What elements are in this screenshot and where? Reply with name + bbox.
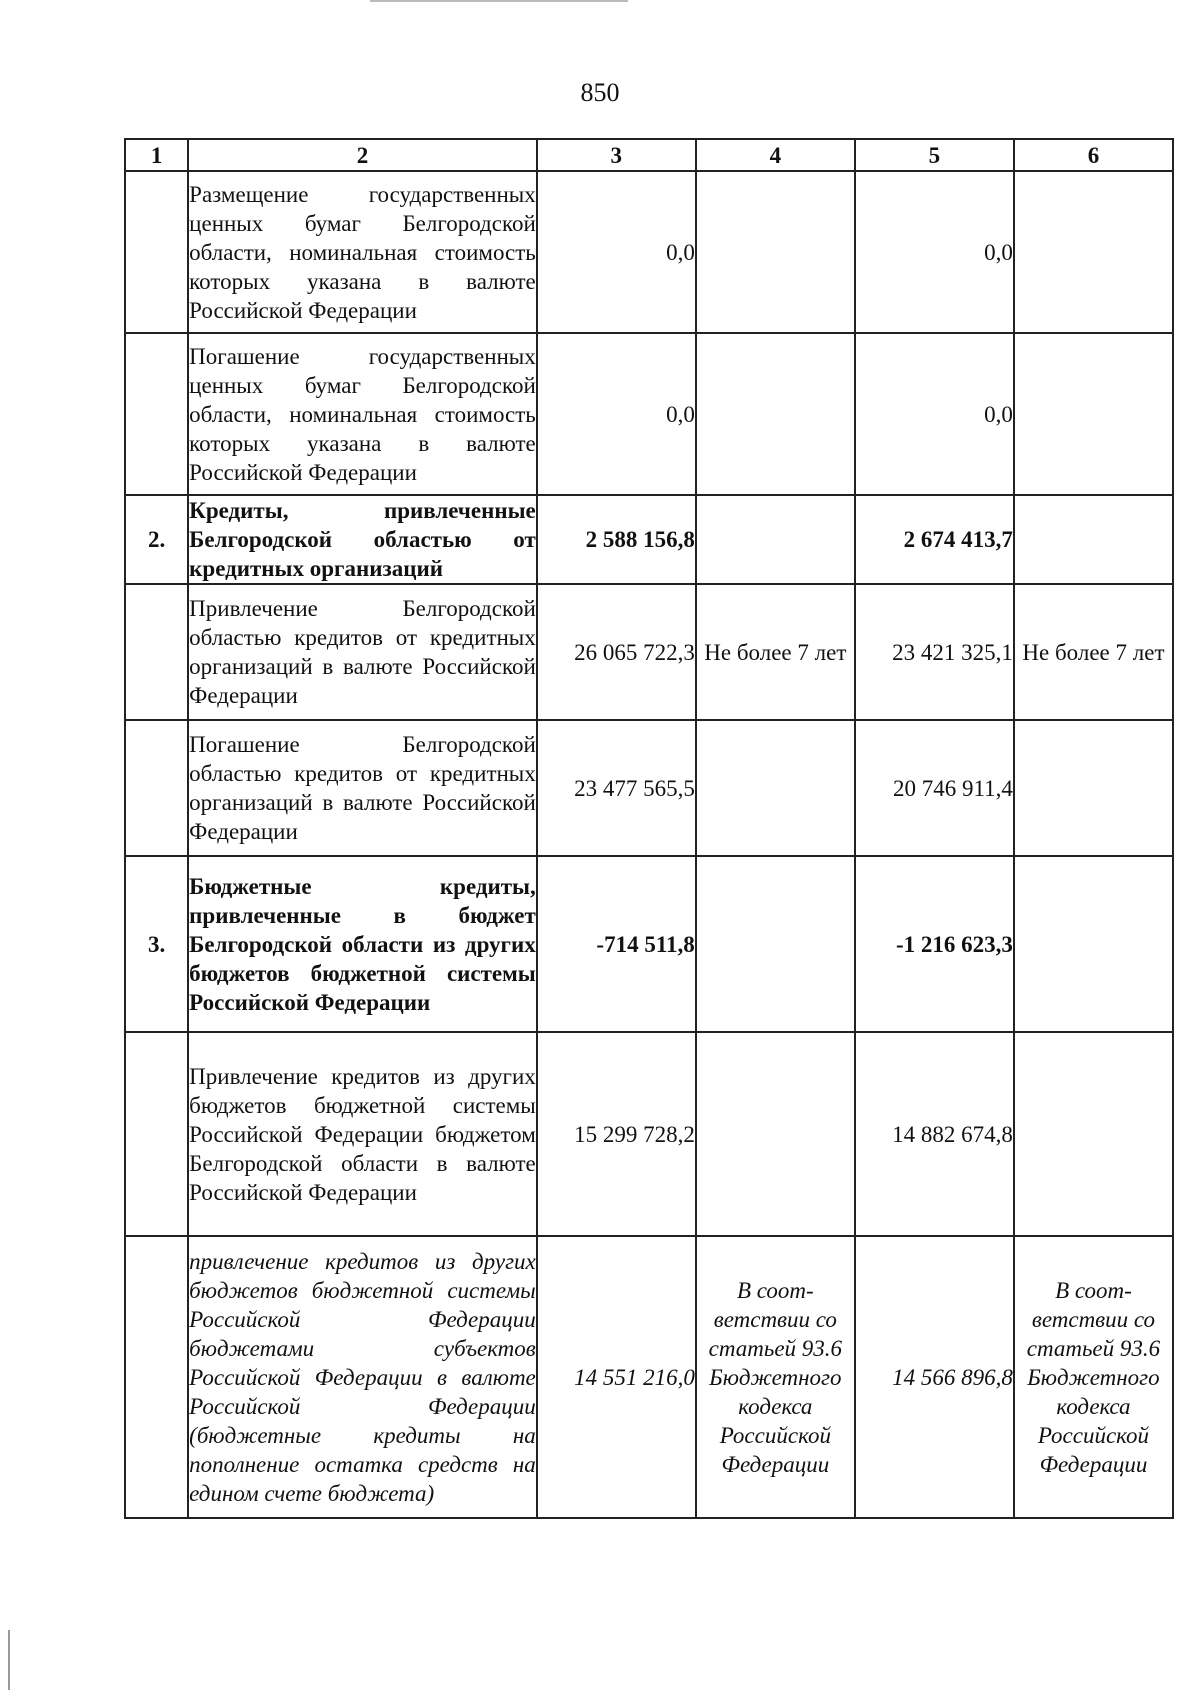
budget-table [124,138,1174,1519]
header-col-3: 3 [537,139,696,171]
row-col4-term: Не более 7 лет [696,584,855,720]
header-row [125,139,1173,171]
table-row [125,856,1173,1032]
row-col6-term: В соот-ветствии со статьей 93.6 Бюджетного кодекса Российской Федерации [1014,1236,1173,1518]
row-col3-value: 2 588 156,8 [537,495,696,584]
table-row [125,495,1173,584]
row-number [125,720,188,856]
row-col6-term [1014,720,1173,856]
row-col5-value: 14 566 896,8 [855,1236,1014,1518]
row-col3-value: 0,0 [537,171,696,333]
row-col5-value: -1 216 623,3 [855,856,1014,1032]
margin-mark [8,1630,10,1690]
row-col4-term [696,1032,855,1236]
row-col3-value: 15 299 728,2 [537,1032,696,1236]
header-col-5: 5 [855,139,1014,171]
page-number: 850 [580,78,620,107]
row-description: Привлечение кредитов из других бюджетов бюджетной системы Российской Федерации бюджетом Белгородской области в валюте Российской Федерации [188,1032,537,1236]
row-description: Кредиты, привлеченные Белгородской областью от кредитных организаций [188,495,537,584]
row-number [125,1236,188,1518]
row-description: привлечение кредитов из других бюджетов бюджетной системы Российской Федерации бюджетами субъектов Российской Федерации в валюте Российской Федерации (бюджетные кредиты на пополнение остатка средств на едином счете бюджета) [188,1236,537,1518]
row-col6-term [1014,856,1173,1032]
row-number [125,171,188,333]
scan-edge-line [370,0,628,2]
row-col6-term [1014,333,1173,495]
row-col5-value: 20 746 911,4 [855,720,1014,856]
row-col6-term: Не более 7 лет [1014,584,1173,720]
table-row [125,1236,1173,1518]
row-col5-value: 23 421 325,1 [855,584,1014,720]
table-row [125,171,1173,333]
row-col3-value: -714 511,8 [537,856,696,1032]
row-number: 3. [125,856,188,1032]
row-col4-term: В соот-ветствии со статьей 93.6 Бюджетного кодекса Российской Федерации [696,1236,855,1518]
row-col4-term [696,333,855,495]
table-row [125,1032,1173,1236]
row-col6-term [1014,495,1173,584]
row-number [125,584,188,720]
row-col5-value: 0,0 [855,333,1014,495]
row-number [125,1032,188,1236]
row-description: Погашение Белгородской областью кредитов от кредитных организаций в валюте Российской Федерации [188,720,537,856]
row-col6-term [1014,1032,1173,1236]
row-description: Погашение государственных ценных бумаг Белгородской области, номинальная стоимость которых указана в валюте Российской Федерации [188,333,537,495]
row-col3-value: 26 065 722,3 [537,584,696,720]
row-col3-value: 0,0 [537,333,696,495]
row-number: 2. [125,495,188,584]
row-col6-term [1014,171,1173,333]
table-row [125,720,1173,856]
row-number [125,333,188,495]
row-col5-value: 2 674 413,7 [855,495,1014,584]
row-col5-value: 14 882 674,8 [855,1032,1014,1236]
row-col4-term [696,495,855,584]
table-row [125,584,1173,720]
header-col-6: 6 [1014,139,1173,171]
row-description: Размещение государственных ценных бумаг Белгородской области, номинальная стоимость которых указана в валюте Российской Федерации [188,171,537,333]
header-col-4: 4 [696,139,855,171]
header-col-2: 2 [188,139,537,171]
row-col3-value: 23 477 565,5 [537,720,696,856]
row-description: Бюджетные кредиты, привлеченные в бюджет Белгородской области из других бюджетов бюджетной системы Российской Федерации [188,856,537,1032]
row-description: Привлечение Белгородской областью кредитов от кредитных организаций в валюте Российской Федерации [188,584,537,720]
row-col4-term [696,720,855,856]
row-col4-term [696,856,855,1032]
row-col3-value: 14 551 216,0 [537,1236,696,1518]
header-col-1: 1 [125,139,188,171]
row-col4-term [696,171,855,333]
row-col5-value: 0,0 [855,171,1014,333]
table-row [125,333,1173,495]
